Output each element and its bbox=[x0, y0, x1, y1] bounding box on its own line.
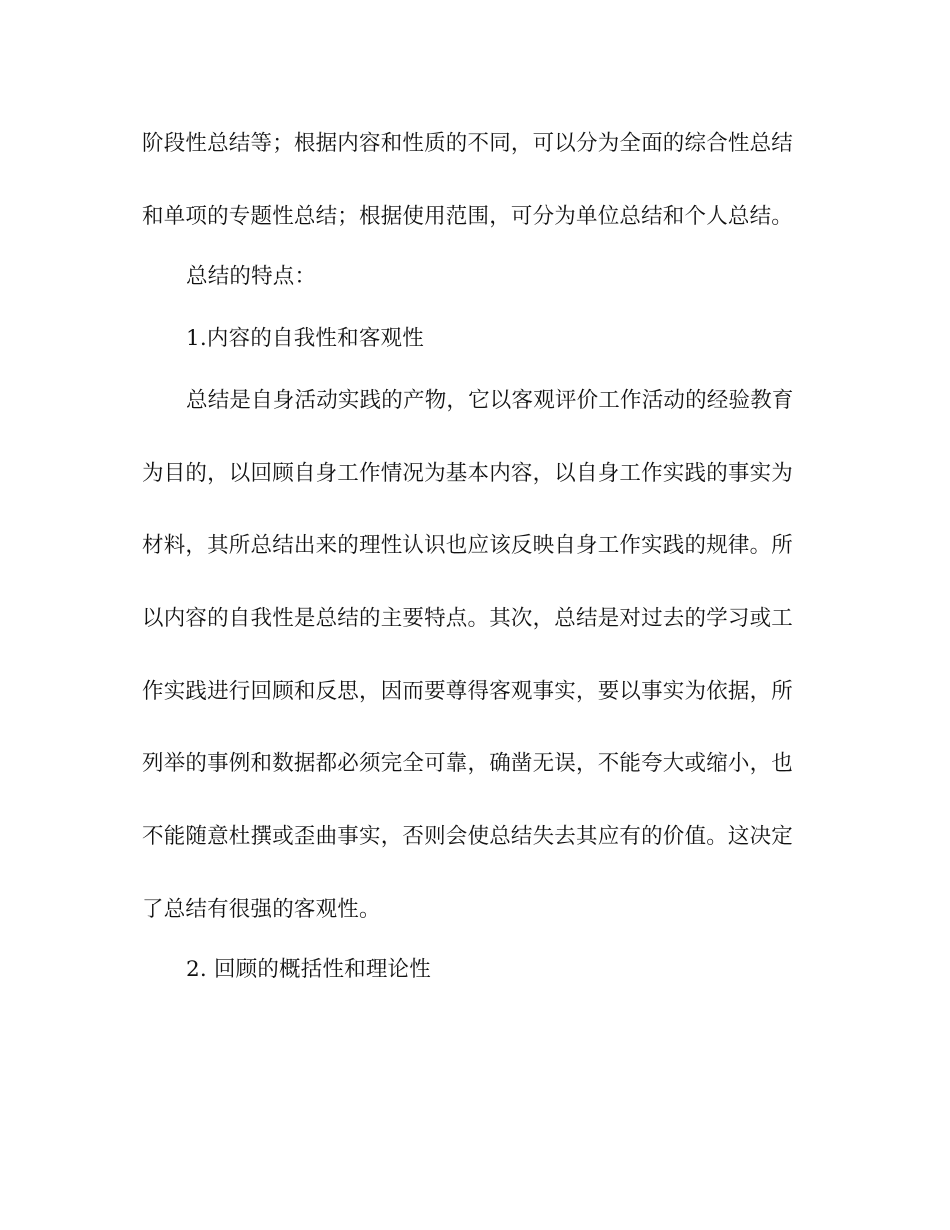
paragraph-line: 列举的事例和数据都必须完全可靠，确凿无误，不能夸大或缩小，也 bbox=[142, 751, 794, 776]
subheading-2: 2. 回顾的概括性和理论性 bbox=[186, 957, 431, 982]
paragraph-line: 以内容的自我性是总结的主要特点。其次，总结是对过去的学习或工 bbox=[142, 606, 794, 631]
paragraph-line: 总结是自身活动实践的产物，它以客观评价工作活动的经验教育 bbox=[186, 388, 794, 413]
subheading-1: 1.内容的自我性和客观性 bbox=[186, 326, 424, 351]
paragraph-line: 材料，其所总结出来的理性认识也应该反映自身工作实践的规律。所 bbox=[142, 533, 794, 558]
paragraph-line: 为目的，以回顾自身工作情况为基本内容，以自身工作实践的事实为 bbox=[142, 461, 794, 486]
paragraph-line: 不能随意杜撰或歪曲事实，否则会使总结失去其应有的价值。这决定 bbox=[142, 824, 794, 849]
paragraph-line: 了总结有很强的客观性。 bbox=[142, 897, 381, 922]
section-heading: 总结的特点： bbox=[186, 264, 317, 289]
paragraph-line: 阶段性总结等；根据内容和性质的不同，可以分为全面的综合性总结 bbox=[142, 131, 794, 156]
paragraph-line: 作实践进行回顾和反思，因而要尊得客观事实，要以事实为依据，所 bbox=[142, 679, 794, 704]
paragraph-line: 和单项的专题性总结；根据使用范围，可分为单位总结和个人总结。 bbox=[142, 204, 794, 229]
